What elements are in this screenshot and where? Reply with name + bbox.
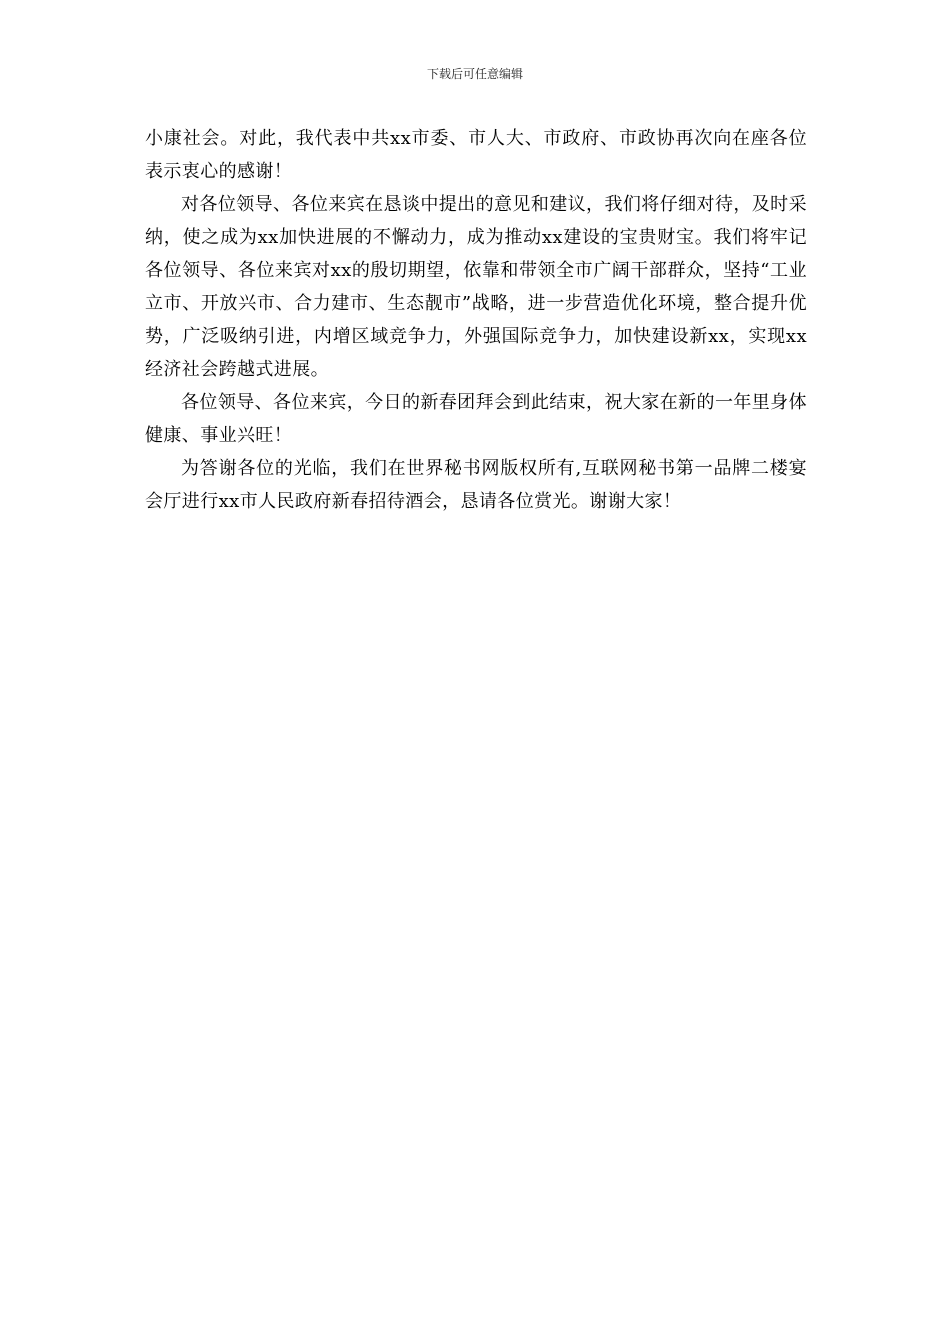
paragraph-2: 对各位领导、各位来宾在恳谈中提出的意见和建议，我们将仔细对待，及时采纳，使之成为xx加快进展的不懈动力，成为推动xx建设的宝贵财宝。我们将牢记各位领导、各位来宾对xx的殷切期望，依靠和带领全市广阔干部群众，坚持“工业立市、开放兴市、合力建市、生态靓市”战略，进一步营造优化环境，整合提升优势，广泛吸纳引进，内增区域竞争力，外强国际竞争力，加快建设新xx，实现xx经济社会跨越式进展。 — [145, 194, 807, 380]
page-header: 下载后可任意编辑 — [426, 67, 523, 81]
document-body — [145, 122, 807, 518]
paragraph-1: 小康社会。对此，我代表中共xx市委、市人大、市政府、市政协再次向在座各位表示衷心的感谢！ — [145, 128, 807, 182]
paragraph-4: 为答谢各位的光临，我们在世界秘书网版权所有,互联网秘书第一品牌二楼宴会厅进行xx市人民政府新春招待酒会，恳请各位赏光。谢谢大家！ — [145, 458, 807, 512]
paragraph-3: 各位领导、各位来宾，今日的新春团拜会到此结束，祝大家在新的一年里身体健康、事业兴旺！ — [145, 392, 807, 446]
